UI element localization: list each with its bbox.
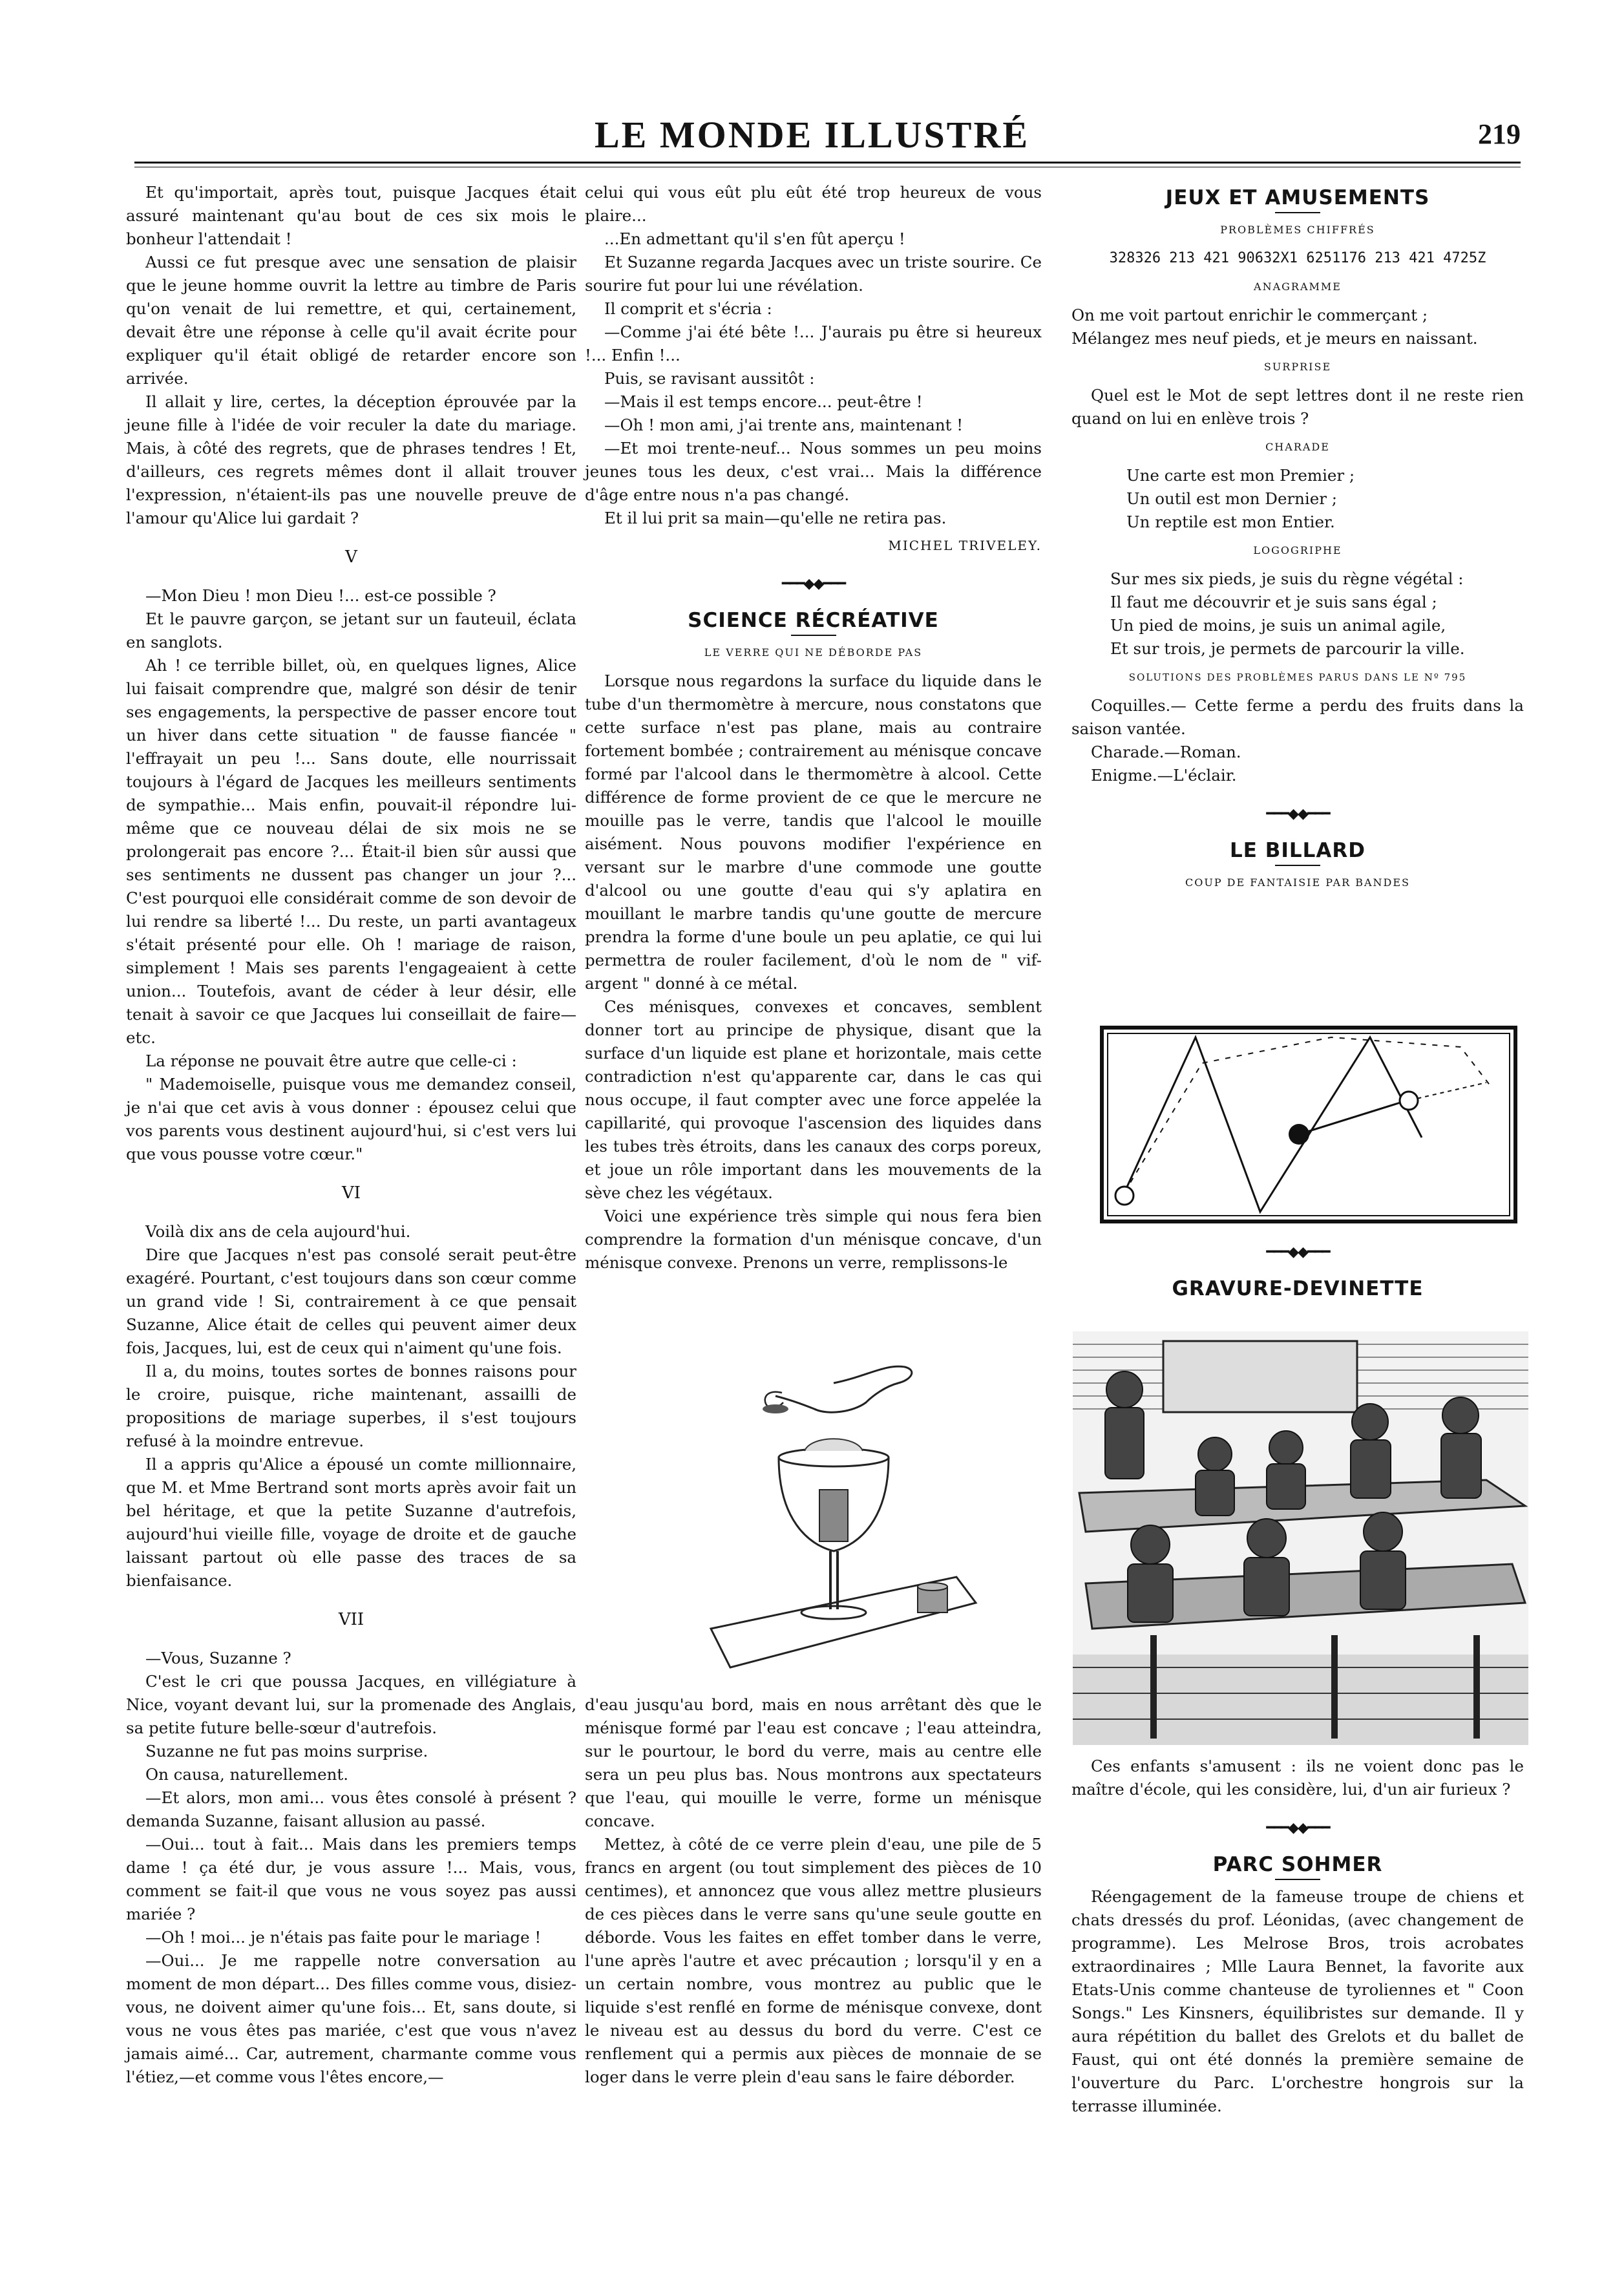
- paragraph: Et le pauvre garçon, se jetant sur un fauteuil, éclata en sanglots.: [126, 609, 576, 651]
- paragraph: C'est le cri que poussa Jacques, en villégiature à Nice, voyant devant lui, sur la promenade des Anglais, sa petite future belle-sœur d'autrefois.: [126, 1672, 576, 1737]
- author-signature: MICHEL TRIVELEY.: [888, 538, 1042, 553]
- paragraph: ...En admettant qu'il s'en fût aperçu !: [604, 229, 905, 248]
- chapter-number-vii: VII: [338, 1610, 364, 1629]
- science-subtitle: LE VERRE QUI NE DÉBORDE PAS: [704, 646, 923, 659]
- title-rule: [1275, 865, 1320, 866]
- paragraph: —Et moi trente-neuf... Nous sommes un peu moins jeunes tous les deux, c'est vrai... Mais la différence d'âge entre nous n'a pas changé.: [585, 439, 1042, 504]
- paragraph: —Mon Dieu ! mon Dieu !... est-ce possible ?: [145, 586, 496, 605]
- paragraph: La réponse ne pouvait être autre que celle-ci :: [145, 1052, 517, 1070]
- billard-section-title: LE BILLARD: [1230, 839, 1366, 862]
- gravure-section: [1071, 1241, 1524, 1303]
- billard-subtitle: COUP DE FANTAISIE PAR BANDES: [1185, 876, 1411, 889]
- title-rule: [1275, 212, 1320, 213]
- paragraph: Lorsque nous regardons la surface du liquide dans le tube d'un thermomètre à mercure, nous constatons que cette surface n'est pas plane, mais au contraire fortement bombée ; contrairement au ménisque concave formé par l'alcool dans le thermomètre à alcool. Cette différence de forme provient de ce que le mercure ne mouille pas le verre, tandis que l'alcool le mouille aisément. Nous pouvons modifier l'expérience en versant sur le marbre d'une commode une goutte d'alcool ou une goutte d'eau qui s'y aplatira en mouillant le marbre tandis qu'une goutte de mercure prendra la forme d'une boule un peu aplatie, ce qui lui permettra de rouler facilement, d'où le nom de " vif-argent " donné à ce métal.: [585, 672, 1042, 993]
- paragraph: Suzanne ne fut pas moins surprise.: [145, 1742, 428, 1761]
- verse-line: Un pied de moins, je suis un animal agile,: [1110, 616, 1446, 635]
- paragraph: —Vous, Suzanne ?: [145, 1649, 291, 1667]
- verse-line: On me voit partout enrichir le commerçant ;: [1071, 306, 1428, 324]
- paragraph: Il comprit et s'écria :: [604, 299, 772, 318]
- chiffres-code: 328326 213 421 90632X1 6251176 213 421 4725Z: [1109, 250, 1486, 266]
- paragraph: On causa, naturellement.: [145, 1765, 349, 1784]
- gravure-caption: Ces enfants s'amusent : ils ne voient donc pas le maître d'école, qui les considère, lui, d'un air furieux ?: [1071, 1757, 1524, 1799]
- logogriphe-label: LOGOGRIPHE: [1253, 544, 1342, 556]
- paragraph: Charade.—Roman.: [1091, 743, 1241, 761]
- paragraph: Voici une expérience très simple qui nous fera bien comprendre la formation d'un ménisque concave, d'un ménisque convexe. Prenons un verre, remplissons-le: [585, 1207, 1042, 1272]
- masthead-title: LE MONDE ILLUSTRÉ: [594, 114, 1030, 156]
- science-continuation: [585, 1693, 1042, 2089]
- solutions-label: SOLUTIONS DES PROBLÈMES PARUS DANS LE Nº 795: [1128, 672, 1467, 683]
- surprise-label: SURPRISE: [1263, 361, 1332, 373]
- title-rule: [791, 635, 836, 636]
- paragraph: Puis, se ravisant aussitôt :: [604, 369, 815, 388]
- column-3: [1071, 181, 1524, 900]
- chapter-number-vi: VI: [341, 1183, 361, 1203]
- paragraph: Il allait y lire, certes, la déception éprouvée par la jeune fille à l'idée de voir reculer la date du mariage. Mais, à côté des regrets, que de phrases tendres ! Et, d'ailleurs, ces regrets mêmes dont il allait trouver l'expression, n'étaient-ils pas une nouvelle preuve de l'amour qu'Alice lui gardait ?: [126, 392, 576, 527]
- paragraph: celui qui vous eût plu eût été trop heureux de vous plaire...: [585, 183, 1042, 225]
- verse-line: Un outil est mon Dernier ;: [1126, 489, 1338, 508]
- paragraph: —Comme j'ai été bête !... J'aurais pu être si heureux !... Enfin !...: [585, 323, 1042, 365]
- ornament-divider: ━━━◆◆━━━: [1266, 1244, 1329, 1260]
- paragraph: Et qu'importait, après tout, puisque Jacques était assuré maintenant qu'au bout de ces six mois le bonheur l'attendait !: [126, 183, 576, 248]
- verse-line: Un reptile est mon Entier.: [1126, 513, 1335, 531]
- jeux-section-title: JEUX ET AMUSEMENTS: [1165, 186, 1430, 209]
- paragraph: Réengagement de la fameuse troupe de chiens et chats dressés du prof. Léonidas, (avec changement de programme). Les Melrose Bros, trois acrobates extraordinaires ; Mlle Laura Bennet, la favorite aux Etats-Unis comme chanteuse de tyroliennes et " Coon Songs." Les Kinsners, équilibristes sur demande. Il y aura répétition du ballet des Grelots et du ballet de Faust, qui ont été donnés la première semaine de l'ouverture du Parc. L'orchestre hongrois sur la terrasse illuminée.: [1071, 1887, 1524, 2115]
- title-rule: [1275, 1879, 1320, 1880]
- classroom-engraving: [1073, 1331, 1528, 1745]
- paragraph: Mettez, à côté de ce verre plein d'eau, une pile de 5 francs en argent (ou tout simplement des pièces de 10 centimes), et annoncez que vous allez mettre plusieurs de ces pièces dans le verre sans qu'une seule goutte en déborde. Vous les faites en effet tomber dans le verre, l'une après l'autre et avec précaution ; lorsqu'il y en a un certain nombre, vous montrez au public que le liquide s'est renflé en forme de ménisque convexe, dont le niveau est au dessus du bord du verre. C'est ce renflement qui a permis aux pièces de monnaie de se loger dans le verre plein d'eau sans le faire déborder.: [585, 1835, 1042, 2086]
- paragraph: Ah ! ce terrible billet, où, en quelques lignes, Alice lui faisait comprendre que, malgré son désir de tenir ses engagements, la perspective de passer encore tout un hiver dans cette situation " de fausse fiancée " l'effrayait un peu !... Sans doute, elle nourrissait toujours à l'égard de Jacques les meilleurs sentiments de sympathie... Mais enfin, pouvait-il répondre lui-même que ce nouveau délai de six mois ne se prolongerait pas encore ?... Était-il bien sûr aussi que ses sentiments ne dussent pas changer un jour ?... C'est pourquoi elle considérait comme de son devoir de lui rendre sa liberté !... Du reste, un parti avantageux s'était présenté pour elle. Oh ! mariage de raison, simplement ! Mais ses parents l'engageaient à cette union... Toutefois, avant de céder à leur désir, elle tenait à savoir ce que Jacques lui conseillait de faire—etc.: [126, 656, 576, 1047]
- paragraph: —Mais il est temps encore... peut-être !: [604, 392, 923, 411]
- charade-label: CHARADE: [1265, 441, 1330, 453]
- ornament-divider: ━━━◆◆━━━: [1266, 806, 1329, 822]
- billiard-diagram: [1099, 1024, 1519, 1225]
- paragraph: —Oui... tout à fait... Mais dans les premiers temps dame ! ça été dur, je vous assure !... Mais, vous, comment se fait-il que vous ne vous soyez pas aussi mariée ?: [126, 1835, 576, 1923]
- ornament-divider: ━━━◆◆━━━: [1266, 1820, 1329, 1836]
- paragraph: —Oui... Je me rappelle notre conversation au moment de mon départ... Des filles comme vous, disiez-vous, ne doivent aimer qu'une fois... Et, sans doute, si vous ne vous êtes pas mariée, c'est que vous n'avez jamais aimé... Car, autrement, charmante comme vous l'étiez,—et comme vous l'êtes encore,—: [126, 1951, 576, 2086]
- page-number: 219: [1478, 118, 1521, 150]
- gravure-caption-block: [1071, 1755, 1524, 2118]
- science-section-title: SCIENCE RÉCRÉATIVE: [688, 609, 939, 632]
- header-rule-thick: [134, 162, 1521, 164]
- paragraph: —Oh ! mon ami, j'ai trente ans, maintenant !: [604, 416, 964, 434]
- gravure-section-title: GRAVURE-DEVINETTE: [1172, 1277, 1424, 1300]
- paragraph: " Mademoiselle, puisque vous me demandez conseil, je n'ai que cet avis à vous donner : épousez celui que vos parents vous destinent aujourd'hui, si c'est vers lui que vous pousse votre cœur.": [126, 1075, 576, 1163]
- verse-line: Une carte est mon Premier ;: [1126, 466, 1355, 485]
- column-1: [126, 181, 576, 2089]
- chiffres-label: PROBLÈMES CHIFFRÉS: [1220, 224, 1375, 236]
- anagramme-label: ANAGRAMME: [1254, 280, 1342, 293]
- paragraph: Dire que Jacques n'est pas consolé serait peut-être exagéré. Pourtant, c'est toujours dans son cœur comme un grand vide ! Si, contrairement à ce que pensait Suzanne, Alice était de celles qui peuvent aimer deux fois, Jacques, lui, est de ceux qui n'aiment qu'une fois.: [126, 1245, 576, 1357]
- paragraph: —Et alors, mon ami... vous êtes consolé à présent ? demanda Suzanne, faisant allusion au passé.: [126, 1788, 576, 1830]
- paragraph: Il a, du moins, toutes sortes de bonnes raisons pour le croire, puisque, riche maintenant, assailli de propositions de mariage superbes, il s'est toujours refusé à la moindre entrevue.: [126, 1362, 576, 1450]
- parc-section-title: PARC SOHMER: [1212, 1853, 1383, 1876]
- paragraph: —Oh ! moi... je n'étais pas faite pour le mariage !: [145, 1928, 542, 1947]
- verse-line: Mélangez mes neuf pieds, et je meurs en naissant.: [1071, 329, 1478, 348]
- ornament-divider: ━━━◆◆━━━: [781, 576, 845, 592]
- paragraph: Aussi ce fut presque avec une sensation de plaisir que le jeune homme ouvrit la lettre au timbre de Paris qu'on venait de lui remettre, et qui, certainement, devait être une réponse à celle qu'il avait écrite pour expliquer qu'il était obligé de retarder encore son arrivée.: [126, 253, 576, 388]
- paragraph: Coquilles.— Cette ferme a perdu des fruits dans la saison vantée.: [1071, 696, 1524, 738]
- paragraph: Voilà dix ans de cela aujourd'hui.: [145, 1222, 411, 1241]
- verse-line: Et sur trois, je permets de parcourir la ville.: [1110, 639, 1465, 658]
- column-2: [585, 181, 1042, 1274]
- paragraph: Ces ménisques, convexes et concaves, semblent donner tort au principe de physique, disant que la surface d'un liquide est plane et horizontale, mais cette contradiction n'est qu'apparente car, dans le cas qui nous occupe, il faut compter avec une force appelée la capillarité, qui provoque l'ascension des liquides dans les tubes très étroits, dans les canaux des corps poreux, et joue un rôle important dans les mouvements de la sève chez les végétaux.: [585, 997, 1042, 1202]
- verse-line: Sur mes six pieds, je suis du règne végétal :: [1110, 569, 1464, 588]
- paragraph: d'eau jusqu'au bord, mais en nous arrêtant dès que le ménisque formé par l'eau est concave ; l'eau atteindra, sur le pourtour, le bord du verre, mais au centre elle sera un peu plus bas. Nous montrons aux spectateurs que l'eau, qui mouille le verre, forme un ménisque concave.: [585, 1695, 1042, 1830]
- paragraph: Enigme.—L'éclair.: [1091, 766, 1237, 785]
- verse-line: Il faut me découvrir et je suis sans égal ;: [1110, 593, 1437, 611]
- chapter-number-v: V: [345, 547, 357, 567]
- paragraph: Il a appris qu'Alice a épousé un comte millionnaire, que M. et Mme Bertrand sont morts après avoir fait un bel héritage, et que la petite Suzanne d'autrefois, aujourd'hui vieille fille, voyage de droite et de gauche laissant partout où elle passe des traces de sa bienfaisance.: [126, 1455, 576, 1590]
- paragraph: Et Suzanne regarda Jacques avec un triste sourire. Ce sourire fut pour lui une révélation.: [585, 253, 1042, 295]
- paragraph: Et il lui prit sa main—qu'elle ne retira pas.: [604, 509, 947, 527]
- paragraph: Quel est le Mot de sept lettres dont il ne reste rien quand on lui en enlève trois ?: [1071, 386, 1524, 428]
- glass-experiment-illustration: [672, 1344, 995, 1680]
